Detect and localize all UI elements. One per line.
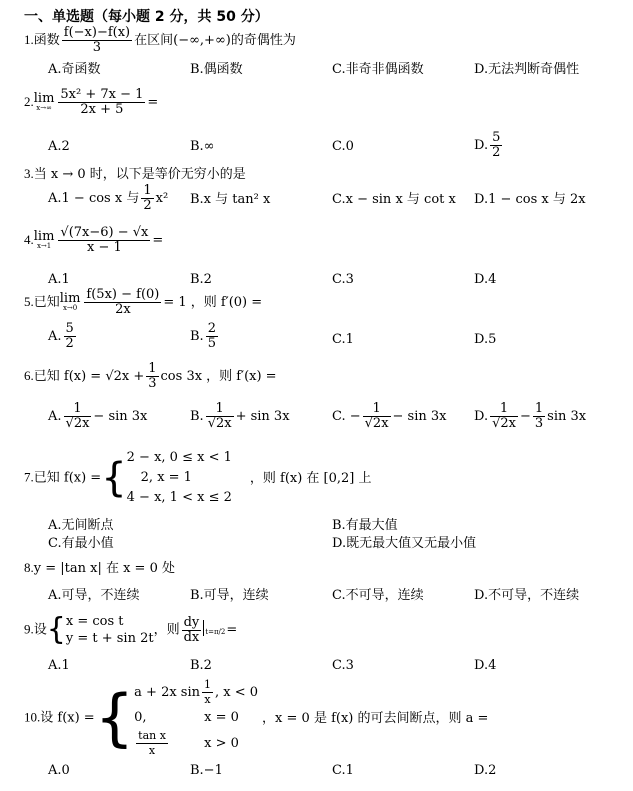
option-d[interactable]: D.无法判断奇偶性 — [474, 62, 580, 77]
option-b[interactable]: B.∞ — [190, 139, 215, 154]
option-c[interactable]: C.非奇非偶函数 — [332, 62, 424, 77]
question-10: 10.设 f(x) ={ a + 2x sin $\frac{1}{x}$ , x < 0 0, x = 0 $\frac{\text{tan x}}{x}$ x > 0 ，x = 0 是 f(x) 的可去间断点，则 a = — [24, 678, 489, 757]
option-a[interactable]: A.可导，不连续 — [48, 588, 140, 603]
piecewise-cases: 2 − x, 0 ≤ x < 1 2, x = 1 4 − x, 1 < x ≤ 2 — [126, 450, 232, 505]
option-a[interactable]: A.2 — [48, 139, 70, 154]
question-6: 6.已知 f(x) = √2x + $\frac{1}{3}$ cos 3x ，则 f′(x) = — [24, 361, 277, 391]
option-d[interactable]: D.1 − cos x 与 2x — [474, 192, 586, 207]
option-c[interactable]: C.有最小值 — [48, 536, 114, 551]
option-b[interactable]: B. $\frac{2}{5}$ — [190, 321, 216, 351]
option-a[interactable]: A.1 — [48, 658, 70, 673]
limit-operator: lim x→∞ — [33, 91, 55, 112]
section-title: 一、单选题（每小题 2 分，共 50 分） — [24, 9, 269, 25]
option-b[interactable]: B.x 与 tan² x — [190, 192, 271, 207]
option-d[interactable]: D.4 — [474, 658, 497, 673]
question-number: 1. — [24, 32, 34, 47]
question-7: 7.已知 f(x) ={ 2 − x, 0 ≤ x < 1 2, x = 1 4 − x, 1 < x ≤ 2 ，则 f(x) 在 [0,2] 上 — [24, 448, 372, 508]
option-a[interactable]: A. $\frac{1}{√2x}$ − sin 3x — [48, 401, 148, 431]
option-c[interactable]: C.1 — [332, 763, 354, 778]
option-d[interactable]: D. $\frac{5}{2}$ — [474, 130, 501, 160]
question-5: 5.已知lim x→0 $\frac{f(5x) - f(0)}{2x}$ = 1 ，则 f′(0) = — [24, 287, 263, 317]
option-c[interactable]: C.3 — [332, 272, 354, 287]
option-b[interactable]: B.−1 — [190, 763, 223, 778]
option-b[interactable]: B.2 — [190, 658, 212, 673]
option-d[interactable]: D.不可导，不连续 — [474, 588, 580, 603]
option-c[interactable]: C.0 — [332, 139, 354, 154]
option-d[interactable]: D.5 — [474, 332, 497, 347]
option-c[interactable]: C. − $\frac{1}{√2x}$ − sin 3x — [332, 401, 447, 431]
option-d[interactable]: D.2 — [474, 763, 497, 778]
option-a[interactable]: A.1 − cos x 与 $\frac{1}{2}$ x² — [48, 183, 169, 213]
question-9: 9.设{ x = cos t y = t + sin 2t ，则 $\frac{dy}{dx}$ t=π/2= — [24, 612, 238, 647]
option-d[interactable]: D.4 — [474, 272, 497, 287]
option-a[interactable]: A.奇函数 — [48, 62, 101, 77]
question-3: 3.当 x → 0 时，以下是等价无穷小的是 — [24, 166, 246, 182]
option-c[interactable]: C.1 — [332, 332, 354, 347]
option-c[interactable]: C.x − sin x 与 cot x — [332, 192, 456, 207]
option-a[interactable]: A.1 — [48, 272, 70, 287]
option-b[interactable]: B.有最大值 — [332, 518, 398, 533]
option-b[interactable]: B. $\frac{1}{√2x}$ + sin 3x — [190, 401, 290, 431]
option-b[interactable]: B.可导，连续 — [190, 588, 269, 603]
question-8: 8.y = |tan x| 在 x = 0 处 — [24, 560, 175, 576]
question-4: 4.lim x→1 $\frac{√(7x-6) - √x}{x - 1}$ = — [24, 225, 164, 255]
option-b[interactable]: B.偶函数 — [190, 62, 243, 77]
option-b[interactable]: B.2 — [190, 272, 212, 287]
left-brace-icon: { — [101, 455, 127, 501]
option-a[interactable]: A.无间断点 — [48, 518, 114, 533]
option-a[interactable]: A.0 — [48, 763, 70, 778]
option-d[interactable]: D. $\frac{1}{√2x}$ − $\frac{1}{3}$ sin 3x — [474, 401, 587, 431]
option-a[interactable]: A. $\frac{5}{2}$ — [48, 321, 74, 351]
fraction: $\frac{f(-x)-f(x)}{3}$ — [63, 25, 131, 55]
question-1: 1.函数 $\frac{f(-x)-f(x)}{3}$ 在区间(−∞,+∞)的奇偶性为 — [24, 25, 296, 55]
option-d[interactable]: D.既无最大值又无最小值 — [332, 536, 477, 551]
option-c[interactable]: C.3 — [332, 658, 354, 673]
question-2: 2.lim x→∞ $\frac{\text{5x² + 7x − 1}}{2x + 5}$ = — [24, 87, 159, 117]
option-c[interactable]: C.不可导，连续 — [332, 588, 424, 603]
fraction: $\frac{\text{5x² + 7x − 1}}{2x + 5}$ — [60, 87, 144, 117]
